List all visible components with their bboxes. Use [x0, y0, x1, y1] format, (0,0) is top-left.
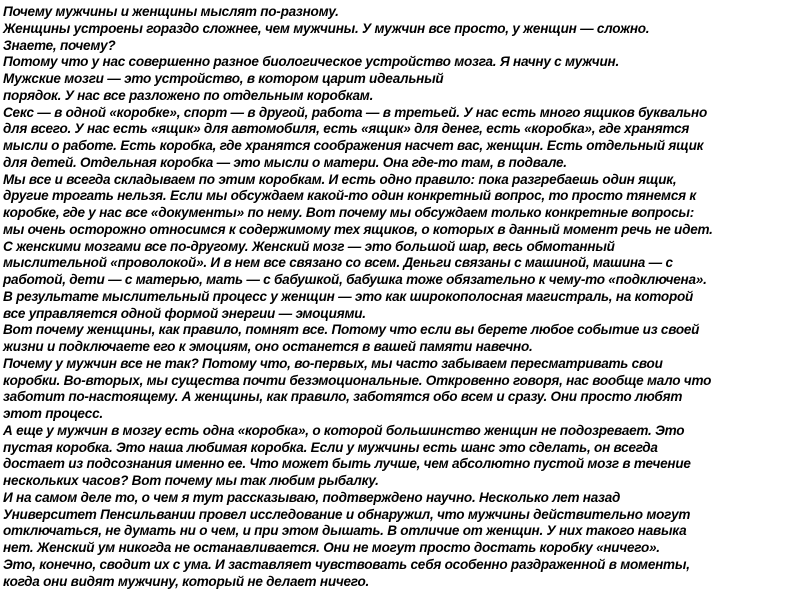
text-line: когда они видят мужчину, который не делает ничего.: [3, 573, 370, 590]
text-line: другие трогать нельзя. Если мы обсуждаем какой-то один конкретный вопрос, то просто тянемся к: [3, 188, 697, 205]
text-line: порядок. У нас все разложено по отдельным коробкам.: [3, 87, 374, 104]
text-line: Вот почему женщины, как правило, помнят все. Потому что если вы берете любое событие из своей: [3, 322, 700, 339]
text-line: пустая коробка. Это наша любимая коробка. Если у мужчины есть шанс это сделать, он всегда: [3, 439, 658, 456]
text-line: В результате мыслительный процесс у женщин — это как широкополосная магистраль, на которой: [3, 288, 694, 305]
text-line: работой, дети — с матерью, мать — с бабушкой, бабушка тоже обязательно к чему-то «подключена».: [3, 272, 707, 288]
text-line: для детей. Отдельная коробка — это мысли о матери. Она где-то там, в подвале.: [3, 154, 567, 171]
text-line: Потому что у нас совершенно разное биологическое устройство мозга. Я начну с мужчин.: [3, 54, 619, 71]
text-line: Мужские мозги — это устройство, в котором царит идеальный: [3, 71, 444, 87]
text-line: Секс — в одной «коробке», спорт — в другой, работа — в третьей. У нас есть много ящиков буквально: [3, 104, 708, 121]
text-line: заботит по-настоящему. А женщины, как правило, заботятся обо всем и сразу. Они просто любят: [3, 389, 683, 406]
text-line: Почему у мужчин все не так? Потому что, во-первых, мы часто забываем пересматривать свои: [3, 355, 663, 372]
text-line: мы очень осторожно относимся к содержимому тех ящиков, о которых в данный момент речь не идет.: [3, 221, 713, 238]
text-line: жизни и подключаете его к эмоциям, оно останется в вашей памяти навечно.: [3, 339, 533, 355]
text-line: Это, конечно, сводит их с ума. И заставляет чувствовать себя особенно раздраженной в моменты,: [3, 556, 690, 573]
text-line: нет. Женский ум никогда не останавливается. Они не могут просто достать коробку «ничего».: [3, 540, 660, 556]
text-line: Знаете, почему?: [3, 37, 116, 54]
text-line: А еще у мужчин в мозгу есть одна «коробка», о которой большинство женщин не подозревает. Это: [3, 422, 685, 439]
text-line: Женщины устроены гораздо сложнее, чем мужчины. У мужчин все просто, у женщин — сложно.: [3, 20, 650, 37]
text-line: С женскими мозгами все по-другому. Женский мозг — это большой шар, весь обмотанный: [3, 238, 615, 255]
text-line: нескольких часов? Вот почему мы так любим рыбалку.: [3, 473, 379, 489]
text-line: коробки. Во-вторых, мы существа почти безэмоциональные. Откровенно говоря, нас вообще мало что: [3, 372, 712, 389]
document-title: Почему мужчины и женщины мыслят по-разному.: [3, 4, 339, 20]
text-line: Мы все и всегда складываем по этим коробкам. И есть одно правило: пока разгребаешь один ящик,: [3, 171, 677, 188]
text-line: этот процесс.: [3, 406, 103, 422]
document-body: [3, 4, 800, 590]
text-line: мыслительной «проволокой». И в нем все связано со всем. Деньги связаны с машиной, машина — с: [3, 255, 673, 272]
text-line: мысли о работе. Есть коробка, где хранятся соображения насчет вас, женщин. Есть отдельный ящик: [3, 138, 704, 154]
text-line: достает из подсознания именно ее. Что может быть лучше, чем абсолютно пустой мозг в течение: [3, 456, 691, 473]
text-line: для всего. У нас есть «ящик» для автомобиля, есть «ящик» для денег, есть «коробка», где хранятся: [3, 121, 690, 138]
text-line: И на самом деле то, о чем я тут рассказываю, подтверждено научно. Несколько лет назад: [3, 489, 621, 506]
text-line: все управляется одной формой энергии — эмоциями.: [3, 305, 366, 322]
text-line: отключаться, не думать ни о чем, и при этом дышать. В отличие от женщин. У них такого навыка: [3, 523, 687, 540]
text-line: Университет Пенсильвании провел исследование и обнаружил, что мужчины действительно могут: [3, 506, 691, 523]
text-line: коробке, где у нас все «документы» по нему. Вот почему мы обсуждаем только конкретные вопросы:: [3, 205, 694, 221]
